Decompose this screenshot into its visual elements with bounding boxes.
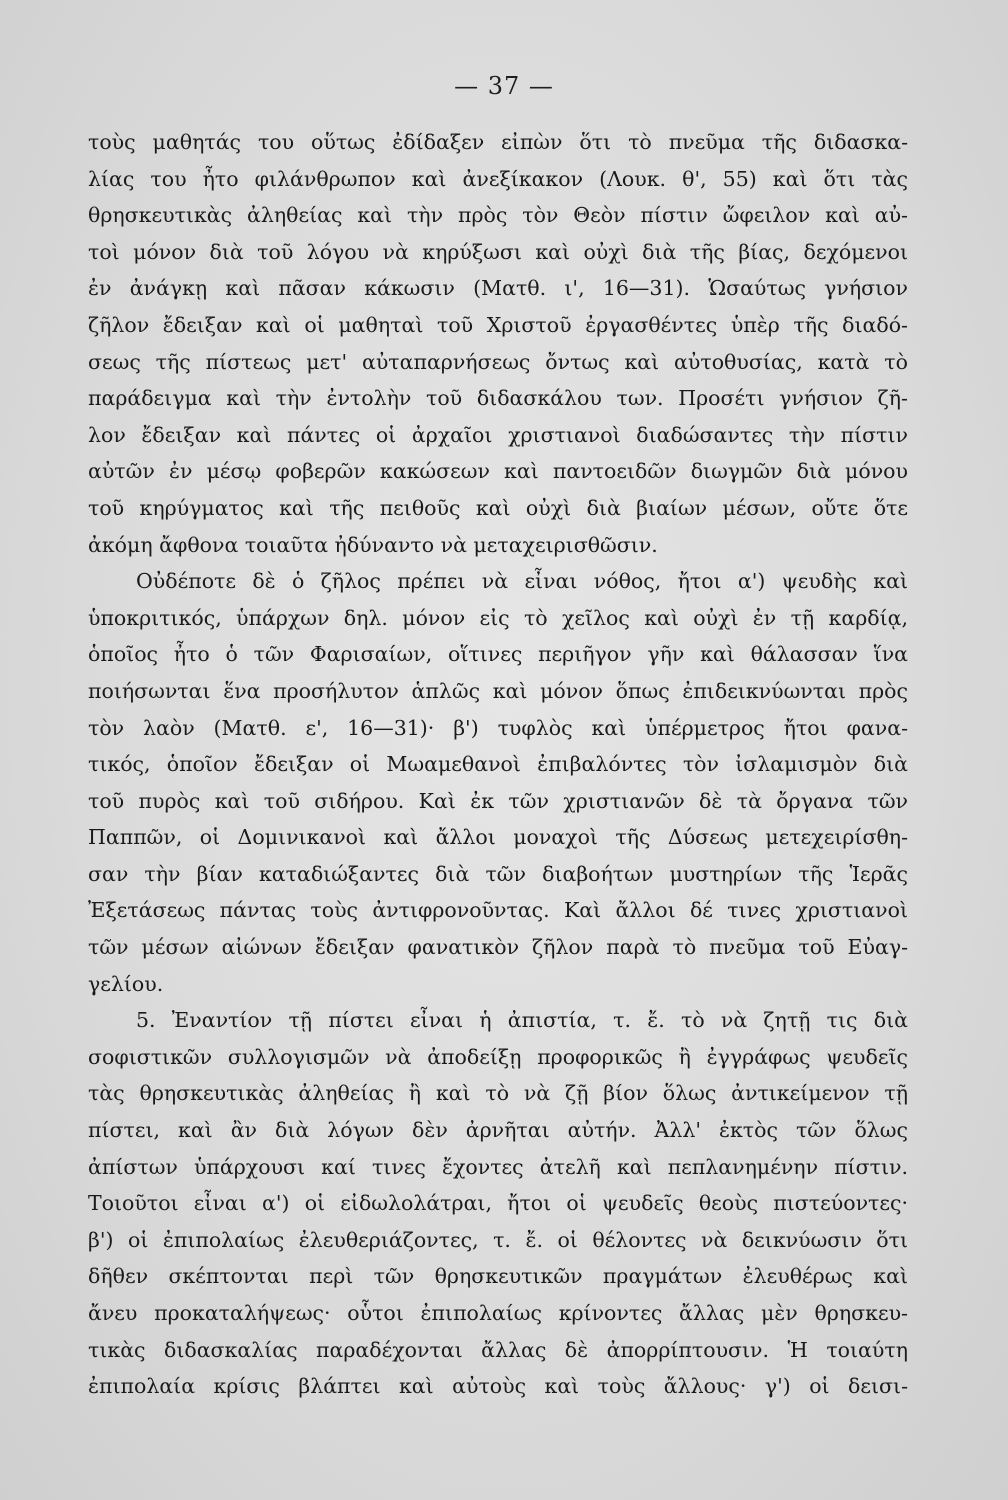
text-line: αὐτῶν ἐν μέσῳ φοβερῶν κακώσεων καὶ παντοειδῶν διωγμῶν διὰ μόνου bbox=[88, 459, 908, 484]
text-line: ἐν ἀνάγκῃ καὶ πᾶσαν κάκωσιν (Ματθ. ι', 16—31). Ὡσαύτως γνήσιον bbox=[88, 276, 908, 301]
text-line: ἄνευ προκαταλήψεως· οὗτοι ἐπιπολαίως κρίνοντες ἄλλας μὲν θρησκευ- bbox=[88, 1301, 908, 1325]
text-line: ποιήσωνται ἕνα προσήλυτον ἁπλῶς καὶ μόνον ὅπως ἐπιδεικνύωνται πρὸς bbox=[88, 678, 908, 703]
text-line: ἀπίστων ὑπάρχουσι καί τινες ἔχοντες ἀτελῆ καὶ πεπλανημένην πίστιν. bbox=[88, 1154, 908, 1179]
text-line: σοφιστικῶν συλλογισμῶν νὰ ἀποδείξῃ προφορικῶς ἢ ἐγγράφως ψευδεῖς bbox=[88, 1044, 908, 1069]
text-line: παράδειγμα καὶ τὴν ἐντολὴν τοῦ διδασκάλου των. Προσέτι γνήσιον ζῆ- bbox=[88, 386, 908, 411]
text-line: 5. Ἐναντίον τῇ πίστει εἶναι ἡ ἀπιστία, τ. ἔ. τὸ νὰ ζητῇ τις διὰ bbox=[136, 1008, 908, 1033]
text-line: τὸν λαὸν (Ματθ. ε', 16—31)· β') τυφλὸς καὶ ὑπέρμετρος ἤτοι φανα- bbox=[88, 715, 908, 740]
text-line: τικὰς διδασκαλίας παραδέχονται ἄλλας δὲ ἀπορρίπτουσιν. Ἡ τοιαύτη bbox=[88, 1337, 908, 1362]
text-line: Ἐξετάσεως πάντας τοὺς ἀντιφρονοῦντας. Καὶ ἄλλοι δέ τινες χριστιανοὶ bbox=[88, 898, 908, 923]
text-line: ζῆλον ἔδειξαν καὶ οἱ μαθηταὶ τοῦ Χριστοῦ ἐργασθέντες ὑπὲρ τῆς διαδό- bbox=[88, 312, 908, 337]
text-line: β') οἱ ἐπιπολαίως ἐλευθεριάζοντες, τ. ἔ. οἱ θέλοντες νὰ δεικνύωσιν ὅτι bbox=[88, 1227, 908, 1252]
text-line: τικός, ὁποῖον ἔδειξαν οἱ Μωαμεθανοὶ ἐπιβαλόντες τὸν ἰσλαμισμὸν διὰ bbox=[88, 752, 908, 777]
text-line: ὁποῖος ἦτο ὁ τῶν Φαρισαίων, οἵτινες περιῆγον γῆν καὶ θάλασσαν ἵνα bbox=[88, 642, 908, 667]
text-line: τοὺς μαθητάς του οὕτως ἐδίδαξεν εἰπὼν ὅτι τὸ πνεῦμα τῆς διδασκα- bbox=[88, 130, 908, 154]
text-line: θρησκευτικὰς ἀληθείας καὶ τὴν πρὸς τὸν Θεὸν πίστιν ὤφειλον καὶ αὐ- bbox=[88, 203, 908, 228]
text-line: τοῦ κηρύγματος καὶ τῆς πειθοῦς καὶ οὐχὶ διὰ βιαίων μέσων, οὔτε ὅτε bbox=[88, 495, 908, 520]
text-line: Τοιοῦτοι εἶναι α') οἱ εἰδωλολάτραι, ἤτοι οἱ ψευδεῖς θεοὺς πιστεύοντες· bbox=[88, 1191, 908, 1216]
page-number: — 37 — bbox=[454, 72, 554, 100]
text-line: γελίου. bbox=[88, 971, 164, 996]
text-line: σεως τῆς πίστεως μετ' αὐταπαρνήσεως ὄντως καὶ αὐτοθυσίας, κατὰ τὸ bbox=[88, 349, 908, 374]
text-line: ἀκόμη ἄφθονα τοιαῦτα ἠδύναντο νὰ μεταχειρισθῶσιν. bbox=[88, 532, 658, 557]
text-line: σαν τὴν βίαν καταδιώξαντες διὰ τῶν διαβοήτων μυστηρίων τῆς Ἱερᾶς bbox=[88, 861, 908, 886]
text-line: τοῦ πυρὸς καὶ τοῦ σιδήρου. Καὶ ἐκ τῶν χριστιανῶν δὲ τὰ ὄργανα τῶν bbox=[88, 788, 908, 813]
text-line: ἐπιπολαία κρίσις βλάπτει καὶ αὐτοὺς καὶ τοὺς ἄλλους· γ') οἱ δεισι- bbox=[88, 1374, 908, 1399]
text-line: τῶν μέσων αἰώνων ἔδειξαν φανατικὸν ζῆλον παρὰ τὸ πνεῦμα τοῦ Εὐαγ- bbox=[88, 935, 908, 960]
text-line: Οὐδέποτε δὲ ὁ ζῆλος πρέπει νὰ εἶναι νόθος, ἤτοι α') ψευδὴς καὶ bbox=[136, 569, 908, 594]
text-line: λον ἔδειξαν καὶ πάντες οἱ ἀρχαῖοι χριστιανοὶ διαδώσαντες τὴν πίστιν bbox=[88, 422, 908, 447]
text-line: Παππῶν, οἱ Δομινικανοὶ καὶ ἄλλοι μοναχοὶ τῆς Δύσεως μετεχειρίσθη- bbox=[88, 825, 908, 850]
text-line: τοὶ μόνον διὰ τοῦ λόγου νὰ κηρύξωσι καὶ οὐχὶ διὰ τῆς βίας, δεχόμενοι bbox=[88, 239, 908, 264]
text-line: λίας του ἦτο φιλάνθρωπον καὶ ἀνεξίκακον (Λουκ. θ', 55) καὶ ὅτι τὰς bbox=[88, 166, 908, 191]
text-line: ὑποκριτικός, ὑπάρχων δηλ. μόνον εἰς τὸ χεῖλος καὶ οὐχὶ ἐν τῇ καρδίᾳ, bbox=[88, 605, 908, 630]
text-line: τὰς θρησκευτικὰς ἀληθείας ἢ καὶ τὸ νὰ ζῇ βίον ὅλως ἀντικείμενον τῇ bbox=[88, 1081, 908, 1106]
text-line: πίστει, καὶ ἂν διὰ λόγων δὲν ἀρνῆται αὐτήν. Ἀλλ' ἐκτὸς τῶν ὅλως bbox=[88, 1118, 908, 1143]
text-line: δῆθεν σκέπτονται περὶ τῶν θρησκευτικῶν πραγμάτων ἐλευθέρως καὶ bbox=[88, 1264, 908, 1289]
body-text bbox=[88, 124, 908, 1405]
